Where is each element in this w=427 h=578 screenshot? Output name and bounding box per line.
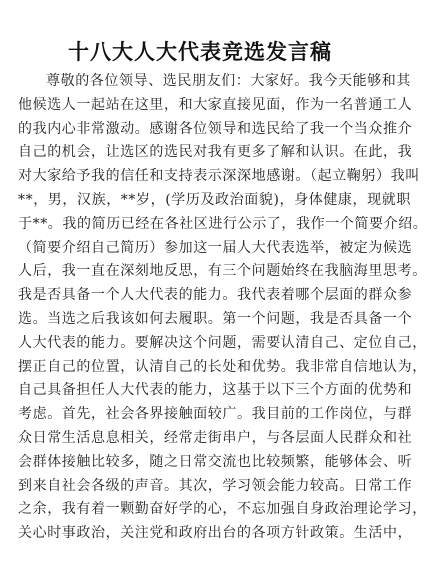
body-line: 人后，我一直在深刻地反思，有三个问题始终在我脑海里思考。 [18, 263, 427, 280]
body-line: 选。当选之后我该如何去履职。第一个问题，我是否具备一个 [18, 310, 413, 327]
body-line: 到来自社会各级的声音。其次，学习领会能力较高。日常工作 [18, 477, 413, 494]
body-line: 尊敬的各位领导、选民朋友们：大家好。我今天能够和其 [46, 73, 411, 89]
body-line: 自己的机会，让选区的选民对我有更多了解和认识。在此，我 [18, 144, 413, 161]
body-line: 对大家给予我的信任和支持表示深深地感谢。（起立鞠躬）我叫 [18, 168, 420, 185]
document-body [18, 70, 427, 546]
body-line: **，男，汉族，**岁，(学历及政治面貌)，身体健康，现就职 [18, 191, 411, 208]
body-line: 考虑。首先，社会各界接触面较广。我目前的工作岗位，与群 [18, 406, 413, 423]
body-line: 之余，我有着一颗勤奋好学的心，不忘加强自身政治理论学习， [18, 501, 427, 518]
body-line: 他候选人一起站在这里，和大家直接见面，作为一名普通工人 [18, 96, 413, 113]
body-line: 的我内心非常激动。感谢各位领导和选民给了我一个当众推介 [18, 120, 413, 137]
body-line: 我是否具备一个人大代表的能力。我代表着哪个层面的群众参 [18, 287, 413, 304]
body-line: 摆正自己的位置，认清自己的长处和优势。我非常自信地认为， [18, 358, 427, 375]
body-line: 众日常生活息息相关，经常走街串户，与各层面人民群众和社 [18, 429, 413, 446]
body-line: （简要介绍自己简历）参加这一届人大代表选举，被定为候选 [18, 239, 413, 256]
body-line: 自己具备担任人大代表的能力，这基于以下三个方面的优势和 [18, 382, 413, 399]
body-line: 关心时事政治，关注党和政府出台的各项方针政策。生活中， [18, 525, 413, 542]
body-line: 人大代表的能力。要解决这个问题，需要认清自己、定位自己， [18, 334, 427, 351]
body-line: 于**。我的简历已经在各社区进行公示了，我作一个简要介绍。 [18, 215, 427, 232]
document-title: 十八大人大代表竞选发言稿 [68, 40, 332, 64]
body-line: 会群体接触比较多，随之日常交流也比较频繁，能够体会、听 [18, 453, 413, 470]
